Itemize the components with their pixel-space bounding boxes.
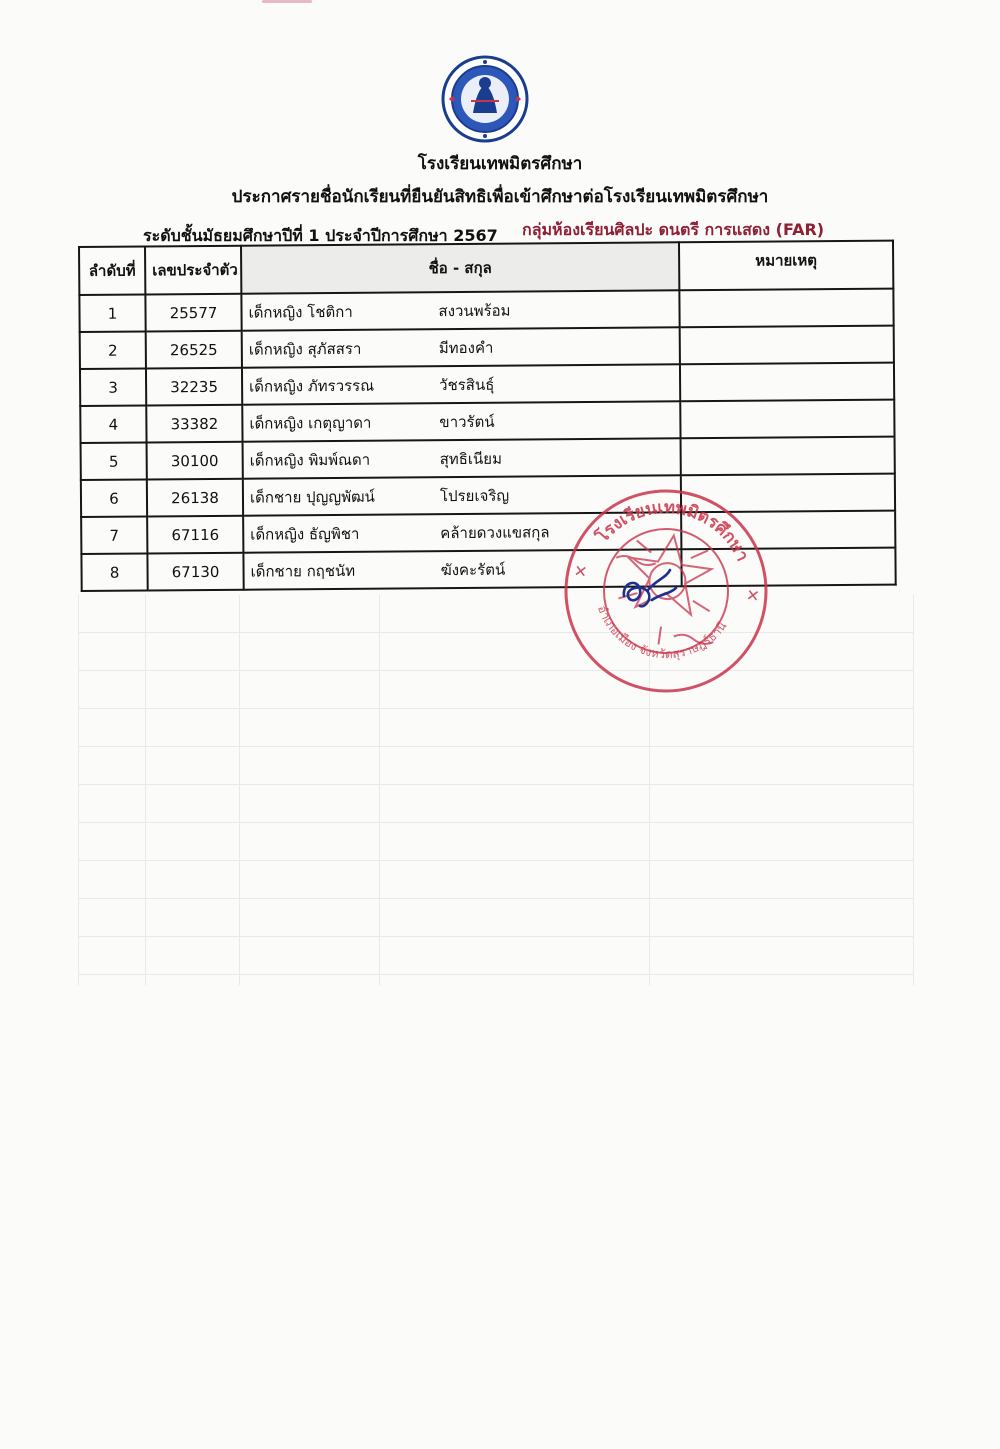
bleed-through-table <box>78 595 914 985</box>
row-number: 1 <box>79 294 145 332</box>
last-name: วัชรสินธุ์ <box>439 375 495 394</box>
row-number: 7 <box>81 516 147 554</box>
student-name <box>242 401 680 441</box>
last-name: สงวนพร้อม <box>438 301 511 320</box>
seal-text-bottom: อำเภอเมือง จังหวัดสุราษฎร์ธานี <box>594 603 730 662</box>
first-name: เด็กหญิง โชติกา <box>248 302 353 322</box>
first-name: เด็กหญิง พิมพ์ณดา <box>249 450 371 470</box>
table-header-row <box>79 241 893 295</box>
remark <box>680 400 894 439</box>
grade-level-year: ระดับชั้นมัธยมศึกษาปีที่ 1 ประจำปีการศึกษา 2567 <box>143 226 498 245</box>
remark <box>680 326 894 365</box>
first-name: เด็กหญิง เกตุญาดา <box>249 413 372 433</box>
student-id: 26525 <box>146 331 242 369</box>
column-header-remark: หมายเหตุ <box>679 241 893 291</box>
table-row <box>80 326 894 369</box>
svg-text:✕: ✕ <box>572 561 589 582</box>
school-name: โรงเรียนเทพมิตรศึกษา <box>417 154 583 174</box>
paper-mark <box>262 0 312 3</box>
first-name: เด็กชาย กฤชนัท <box>250 561 356 581</box>
student-name <box>242 364 680 404</box>
svg-text:✕: ✕ <box>744 585 761 606</box>
student-id: 25577 <box>145 294 241 332</box>
table-row <box>80 400 894 443</box>
column-header-id: เลขประจำตัว <box>145 246 241 295</box>
student-id: 26138 <box>147 479 243 517</box>
student-name <box>243 438 681 478</box>
first-name: เด็กหญิง ภัทรวรรณ <box>249 376 375 396</box>
student-name <box>242 327 680 367</box>
last-name: ขาวรัตน์ <box>439 412 495 431</box>
table-row <box>79 289 893 332</box>
first-name: เด็กชาย ปุญญพัฒน์ <box>249 487 375 507</box>
first-name: เด็กหญิง ธัญพิชา <box>250 524 360 544</box>
student-id: 32235 <box>146 368 242 406</box>
seal-text-top: โรงเรียนเทพมิตรศึกษา <box>592 497 753 565</box>
remark <box>679 289 893 328</box>
table-row <box>80 363 894 406</box>
program-group: กลุ่มห้องเรียนศิลปะ ดนตรี การแสดง (FAR) <box>522 220 825 239</box>
last-name: โปรยเจริญ <box>439 486 510 505</box>
first-name: เด็กหญิง สุภัสสรา <box>248 339 362 359</box>
last-name: สุทธิเนียม <box>439 449 503 468</box>
remark <box>681 437 895 476</box>
student-id: 67116 <box>147 516 243 554</box>
column-header-name: ชื่อ - สกุล <box>241 242 679 293</box>
row-number: 6 <box>81 479 147 517</box>
row-number: 2 <box>80 331 146 369</box>
student-id: 67130 <box>147 553 243 591</box>
row-number: 4 <box>80 405 146 443</box>
student-id: 30100 <box>147 442 243 480</box>
student-name <box>241 290 679 330</box>
student-id: 33382 <box>146 405 242 443</box>
row-number: 5 <box>81 442 147 480</box>
last-name: มีทองคำ <box>438 338 494 357</box>
last-name: คล้ายดวงแขสกุล <box>440 522 550 542</box>
remark <box>680 363 894 402</box>
column-header-no: ลำดับที่ <box>79 246 145 295</box>
table-row <box>81 437 895 480</box>
signature-icon <box>612 560 682 620</box>
announcement-title: ประกาศรายชื่อนักเรียนที่ยืนยันสิทธิเพื่อเข้าศึกษาต่อโรงเรียนเทพมิตรศึกษา <box>231 187 769 207</box>
row-number: 8 <box>81 553 147 591</box>
school-logo-icon <box>441 55 529 143</box>
row-number: 3 <box>80 368 146 406</box>
last-name: ฆังคะรัตน์ <box>440 560 506 579</box>
